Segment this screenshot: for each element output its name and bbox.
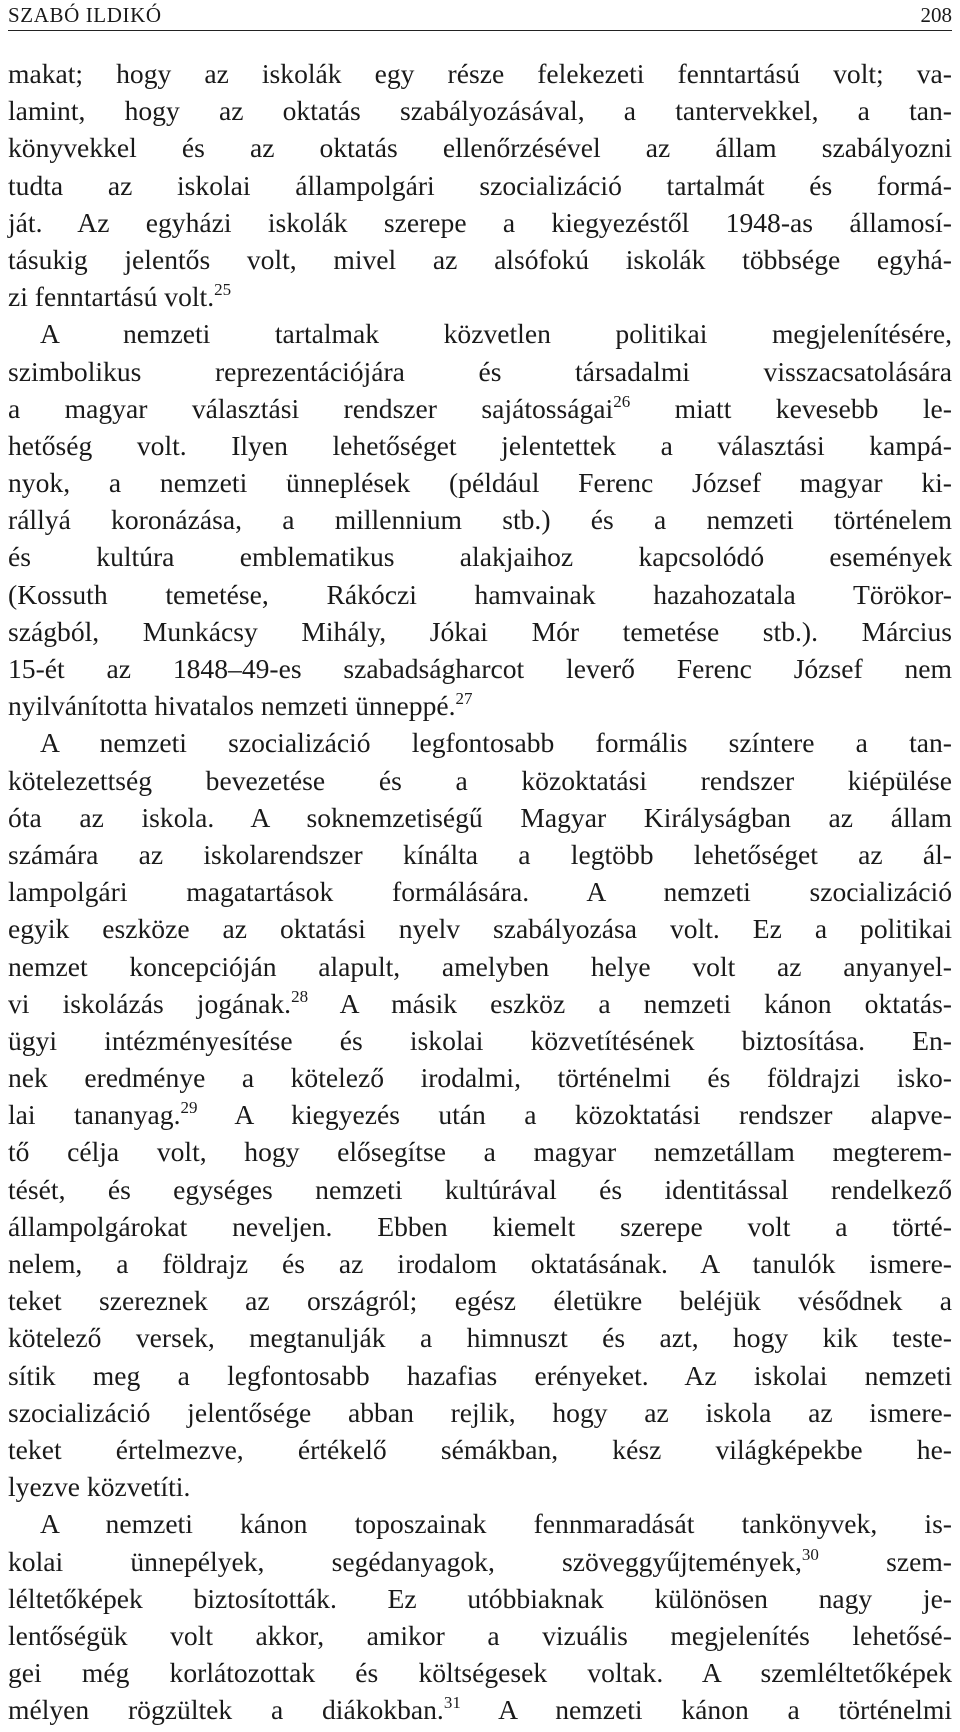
footnote-ref: 27 [455,689,473,709]
text-line: gei még korlátozottak és költségesek voltak. A szemléltetőképek [8,1657,952,1689]
line-text: A kiegyezés után a közoktatási rendszer alapve- [197,1099,952,1131]
text-line: ügyi intézményesítése és iskolai közvetítésének biztosítása. En- [8,1024,952,1056]
text-line [8,687,952,724]
line-text: vi iskolázás jogának. [8,987,292,1019]
text-line: nek eredménye a kötelező irodalmi, történelmi és földrajzi isko- [8,1062,952,1094]
text-line: kötelezettség bevezetése és a közoktatási rendszer kiépülése [8,764,952,796]
footnote-ref: 30 [801,1544,819,1564]
text-line: ját. Az egyházi iskolák szerepe a kiegyezéstől 1948-as államosí- [8,206,952,238]
text-line: óta az iskola. A soknemzetiségű Magyar Királyságban az állam [8,801,952,833]
text-line: A nemzeti kánon toposzainak fennmaradását tankönyvek, is- [40,1508,952,1540]
text-line: teket értelmezve, értékelő sémákban, kész világképekbe he- [8,1433,952,1465]
footnote-ref: 28 [291,986,309,1006]
text-line [8,1096,952,1133]
body-text [8,55,952,1728]
line-text: nyilvánította hivatalos nemzeti ünneppé. [8,690,456,722]
text-line [8,1691,952,1728]
footnote-ref: 29 [180,1098,198,1118]
running-header [8,0,952,31]
line-text: mélyen rögzültek a diákokban. [8,1694,444,1726]
text-line [8,1543,952,1580]
text-line: teket szereznek az országról; egész életükre beléjük vésődnek a [8,1285,952,1317]
text-line: A nemzeti tartalmak közvetlen politikai megjelenítésére, [40,318,952,350]
text-line: állampolgárokat neveljen. Ebben kiemelt szerepe volt a törté- [8,1210,952,1242]
text-line: nemzet koncepcióján alapult, amelyben helye volt az anyanyel- [8,950,952,982]
text-line: lentőségük volt akkor, amikor a vizuális megjelenítés lehetősé- [8,1619,952,1651]
text-line: és kultúra emblematikus alakjaihoz kapcsolódó események [8,541,952,573]
text-line: könyvekkel és az oktatás ellenőrzésével az állam szabályozni [8,132,952,164]
text-line: makat; hogy az iskolák egy része felekezeti fenntartású volt; va- [8,58,952,89]
line-text: miatt kevesebb le- [630,392,952,424]
footnote-ref: 26 [613,391,631,411]
text-line: szimbolikus reprezentációjára és társadalmi visszacsatolására [8,355,952,387]
footnote-ref: 25 [214,280,232,300]
text-line [8,1468,952,1505]
line-text: lyezve közvetíti. [8,1471,191,1503]
text-line [8,390,952,427]
page-number: 208 [920,3,952,27]
text-line: egyik eszköze az oktatási nyelv szabályozása volt. Ez a politikai [8,913,952,945]
text-line: szágból, Munkácsy Mihály, Jókai Mór temetése stb.). Március [8,615,952,647]
text-line: (Kossuth temetése, Rákóczi hamvainak hazahozatala Törökor- [8,578,952,610]
text-line: tő célja volt, hogy elősegítse a magyar nemzetállam megterem- [8,1136,952,1168]
text-line [8,985,952,1022]
text-line [8,278,952,315]
text-line: nyok, a nemzeti ünneplések (például Ferenc József magyar ki- [8,467,952,499]
footnote-ref: 31 [443,1693,461,1713]
line-text: szem- [818,1545,952,1577]
text-line: tését, és egységes nemzeti kultúrával és identitással rendelkező [8,1173,952,1205]
text-line: léltetőképek biztosították. Ez utóbbiaknak különösen nagy je- [8,1582,952,1614]
text-line: szocializáció jelentősége abban rejlik, hogy az iskola az ismere- [8,1396,952,1428]
text-line: A nemzeti szocializáció legfontosabb formális színtere a tan- [40,727,952,759]
text-line: nelem, a földrajz és az irodalom oktatásának. A tanulók ismere- [8,1248,952,1279]
text-line: lampolgári magatartások formálására. A nemzeti szocializáció [8,876,952,908]
text-line: rállyá koronázása, a millennium stb.) és a nemzeti történelem [8,504,952,536]
line-text: lai tananyag. [8,1099,181,1131]
line-text: A nemzeti kánon a történelmi [460,1694,952,1726]
line-text: a magyar választási rendszer sajátosságai [8,392,614,424]
text-line: lamint, hogy az oktatás szabályozásával, a tantervekkel, a tan- [8,95,952,127]
text-line: 15-ét az 1848–49-es szabadságharcot leverő Ferenc József nem [8,653,952,684]
text-line: kötelező versek, megtanulják a himnuszt és azt, hogy kik teste- [8,1322,952,1354]
line-text: A másik eszköz a nemzeti kánon oktatás- [308,987,952,1019]
text-line: tudta az iskolai állampolgári szocializáció tartalmát és formá- [8,169,952,201]
text-line: tásukig jelentős volt, mivel az alsófokú iskolák többsége egyhá- [8,243,952,275]
text-line: sítik meg a legfontosabb hazafias erényeket. Az iskolai nemzeti [8,1359,952,1391]
line-text: zi fenntartású volt. [8,281,215,313]
text-line: hetőség volt. Ilyen lehetőséget jelentettek a választási kampá- [8,429,952,461]
line-text: kolai ünnepélyek, segédanyagok, szöveggyűjtemények, [8,1545,802,1577]
running-header-author: SZABÓ ILDIKÓ [8,3,162,27]
text-line: számára az iskolarendszer kínálta a legtöbb lehetőséget az ál- [8,838,952,870]
